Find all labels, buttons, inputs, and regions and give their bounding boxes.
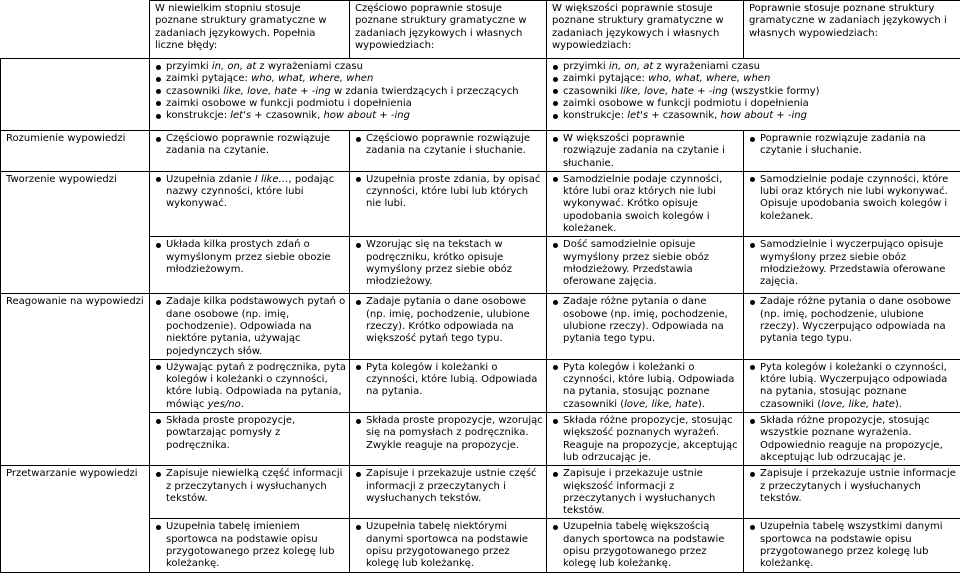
italic-term: how about + -ing <box>720 110 806 121</box>
criteria-row <box>1 359 960 412</box>
text-segment: + czasownik, <box>251 110 323 121</box>
text-segment: (wszystkie formy) <box>728 86 820 97</box>
descriptor-cell-g3 <box>350 171 547 236</box>
descriptor-item <box>760 362 957 411</box>
text-segment: zaimki pytające: <box>563 73 648 84</box>
criteria-row <box>1 519 960 572</box>
text-segment: zaimki osobowe w funkcji podmiotu i dopełnienia <box>166 98 412 109</box>
text-segment: Uzupełnia zdanie <box>166 174 255 185</box>
descriptor-item: Uzupełnia proste zdania, by opisać czynności, które lubi lub których nie lubi. <box>366 174 543 211</box>
descriptor-item: W większości poprawnie rozwiązuje zadania na czytanie i słuchanie. <box>563 133 740 170</box>
descriptor-item: Częściowo poprawnie rozwiązuje zadania na czytanie. <box>166 133 346 158</box>
descriptor-cell-g5 <box>744 359 960 412</box>
descriptor-cell-g4 <box>547 294 744 359</box>
grammar-list-right <box>552 61 957 122</box>
italic-term: I like… <box>255 174 289 185</box>
grammar-left-cell <box>150 59 547 131</box>
descriptor-item: Pyta kolegów i koleżanki o czynności, które lubią. Odpowiada na pytania. <box>366 362 543 399</box>
descriptor-item: Samodzielnie podaje czynności, które lubi oraz których nie lubi wykonywać. Krótko opisuje upodobania swoich kolegów i koleżanek. <box>563 174 740 235</box>
text-segment: przyimki <box>563 61 609 72</box>
italic-term: in, on, at <box>609 61 653 72</box>
descriptor-cell-g3 <box>350 359 547 412</box>
grammar-item <box>166 98 543 110</box>
criteria-rows <box>1 131 960 573</box>
descriptor-cell-g5 <box>744 131 960 172</box>
descriptor-item: Uzupełnia tabelę większością danych sportowca na podstawie opisu przygotowanego przez kolegę lub koleżankę. <box>563 521 740 570</box>
skill-label <box>1 359 150 412</box>
descriptor-cell-g4 <box>547 171 744 236</box>
criteria-row <box>1 131 960 172</box>
grammar-item <box>563 73 957 85</box>
grammar-item <box>166 110 543 122</box>
descriptor-item: Uzupełnia tabelę wszystkimi danymi sportowca na podstawie opisu przygotowanego przez kolegę lub koleżankę. <box>760 521 957 570</box>
descriptor-item: Zapisuje i przekazuje ustnie większość informacji z przeczytanych i wysłuchanych tekstów. <box>563 468 740 517</box>
descriptor-item: Składa różne propozycje, stosując wszystkie poznane wyrażenia. Odpowiednio reaguje na propozycje, akceptując lub odrzucając je. <box>760 415 957 464</box>
text-segment: zaimki pytające: <box>166 73 251 84</box>
grammar-item <box>563 98 957 110</box>
header-grade-5: Poprawnie stosuje poznane struktury gramatyczne w zadaniach językowych i własnych wypowiedziach: <box>744 1 960 59</box>
descriptor-item: Samodzielnie i wyczerpująco opisuje wymyślony przez siebie obóz młodzieżowy. Przedstawia oferowane zajęcia. <box>760 239 957 288</box>
header-grade-3: Częściowo poprawnie stosuje poznane struktury gramatyczne w zadaniach językowych i własnych wypowiedziach: <box>350 1 547 59</box>
text-segment: Pyta kolegów i koleżanki o czynności, które lubią. Wyczerpująco odpowiada na pytania, stosując poznane czasowniki ( <box>760 362 947 410</box>
descriptor-cell-g5 <box>744 294 960 359</box>
descriptor-cell-g2 <box>150 237 350 294</box>
criteria-row <box>1 237 960 294</box>
criteria-row <box>1 294 960 359</box>
descriptor-item: Poprawnie rozwiązuje zadania na czytanie i słuchanie. <box>760 133 957 158</box>
descriptor-cell-g3 <box>350 519 547 572</box>
descriptor-item <box>166 362 346 411</box>
descriptor-cell-g5 <box>744 519 960 572</box>
descriptor-item: Układa kilka prostych zdań o wymyślonym przez siebie obozie młodzieżowym. <box>166 239 346 276</box>
descriptor-cell-g4 <box>547 519 744 572</box>
descriptor-cell-g4 <box>547 466 744 519</box>
descriptor-cell-g2 <box>150 131 350 172</box>
italic-term: let's <box>627 110 648 121</box>
descriptor-item: Uzupełnia tabelę niektórymi danymi sportowca na podstawie opisu przygotowanego przez kolegę lub koleżankę. <box>366 521 543 570</box>
skill-label: Tworzenie wypowiedzi <box>1 171 150 236</box>
grammar-item <box>563 61 957 73</box>
descriptor-item <box>563 362 740 411</box>
text-segment: ). <box>698 399 705 410</box>
text-segment: konstrukcje: <box>166 110 230 121</box>
text-segment: przyimki <box>166 61 212 72</box>
descriptor-cell-g3 <box>350 131 547 172</box>
grammar-item <box>563 86 957 98</box>
skill-label: Rozumienie wypowiedzi <box>1 131 150 172</box>
text-segment: + czasownik, <box>648 110 720 121</box>
descriptor-item: Zapisuje niewielką część informacji z przeczytanych i wysłuchanych tekstów. <box>166 468 346 505</box>
criteria-row <box>1 466 960 519</box>
text-segment: z wyrażeniami czasu <box>256 61 363 72</box>
italic-term: how about + -ing <box>323 110 409 121</box>
descriptor-cell-g5 <box>744 171 960 236</box>
text-segment: Używając pytań z podręcznika, pyta kolegów i koleżanki o czynności, które lubią. Odpowiada na pytania, mówiąc <box>166 362 346 410</box>
italic-term: like, love, hate + -ing <box>620 86 728 97</box>
skill-label <box>1 519 150 572</box>
text-segment: zaimki osobowe w funkcji podmiotu i dopełnienia <box>563 98 809 109</box>
descriptor-cell-g4 <box>547 413 744 466</box>
descriptor-cell-g2 <box>150 519 350 572</box>
italic-term: let's <box>230 110 251 121</box>
text-segment: czasowniki <box>166 86 223 97</box>
descriptor-item: Uzupełnia tabelę imieniem sportowca na podstawie opisu przygotowanego przez kolegę lub koleżankę. <box>166 521 346 570</box>
criteria-row <box>1 413 960 466</box>
text-segment: ). <box>895 399 902 410</box>
header-grade-2: W niewielkim stopniu stosuje poznane struktury gramatyczne w zadaniach językowych. Popełnia liczne błędy: <box>150 1 350 59</box>
text-segment: czasowniki <box>563 86 620 97</box>
descriptor-item <box>166 174 346 211</box>
skill-label: Reagowanie na wypowiedzi <box>1 294 150 359</box>
descriptor-cell-g3 <box>350 466 547 519</box>
descriptor-cell-g3 <box>350 294 547 359</box>
grammar-list-left <box>155 61 543 122</box>
descriptor-item: Zadaje różne pytania o dane osobowe (np. imię, pochodzenie, ulubione rzeczy). Odpowiada na pytania tego typu. <box>563 296 740 345</box>
descriptor-item: Składa różne propozycje, stosując większość poznanych wyrażeń. Reaguje na propozycje, akceptując lub odrzucając je. <box>563 415 740 464</box>
text-segment: konstrukcje: <box>563 110 627 121</box>
grammar-right-cell <box>547 59 960 131</box>
descriptor-cell-g5 <box>744 466 960 519</box>
corner-cell <box>1 1 150 59</box>
skill-label <box>1 413 150 466</box>
descriptor-item: Składa proste propozycje, wzorując się na pomysłach z podręcznika. Zwykle reaguje na propozycje. <box>366 415 543 452</box>
descriptor-item: Zapisuje i przekazuje ustnie część informacji z przeczytanych i wysłuchanych tekstów. <box>366 468 543 505</box>
header-grade-4: W większości poprawnie stosuje poznane struktury gramatyczne w zadaniach językowych i własnych wypowiedziach: <box>547 1 744 59</box>
descriptor-cell-g3 <box>350 237 547 294</box>
italic-term: who, what, where, when <box>648 73 770 84</box>
grammar-item <box>166 86 543 98</box>
text-segment: z wyrażeniami czasu <box>653 61 760 72</box>
descriptor-item: Samodzielnie podaje czynności, które lubi oraz których nie lubi wykonywać. Opisuje upodobania swoich kolegów i koleżanek. <box>760 174 957 223</box>
descriptor-item: Częściowo poprawnie rozwiązuje zadania na czytanie i słuchanie. <box>366 133 543 158</box>
italic-term: yes/no <box>208 399 241 410</box>
descriptor-cell-g5 <box>744 413 960 466</box>
italic-term: who, what, where, when <box>251 73 373 84</box>
descriptor-item: Składa proste propozycje, powtarzając pomysły z podręcznika. <box>166 415 346 452</box>
descriptor-cell-g4 <box>547 237 744 294</box>
grammar-item <box>166 73 543 85</box>
descriptor-item: Wzorując się na tekstach w podręczniku, krótko opisuje wymyślony przez siebie obóz młodzieżowy. <box>366 239 543 288</box>
descriptor-cell-g3 <box>350 413 547 466</box>
descriptor-cell-g2 <box>150 466 350 519</box>
descriptor-cell-g5 <box>744 237 960 294</box>
descriptor-item: Dość samodzielnie opisuje wymyślony przez siebie obóz młodzieżowy. Przedstawia oferowane zajęcia. <box>563 239 740 288</box>
descriptor-cell-g2 <box>150 171 350 236</box>
skill-label <box>1 237 150 294</box>
descriptor-cell-g2 <box>150 413 350 466</box>
skill-label: Przetwarzanie wypowiedzi <box>1 466 150 519</box>
descriptor-cell-g4 <box>547 131 744 172</box>
criteria-row <box>1 171 960 236</box>
descriptor-cell-g4 <box>547 359 744 412</box>
grammar-item <box>563 110 957 122</box>
descriptor-item: Zadaje kilka podstawowych pytań o dane osobowe (np. imię, pochodzenie). Odpowiada na niektóre pytania, używając pojedynczych słów. <box>166 296 346 357</box>
text-segment: Pyta kolegów i koleżanki o czynności, które lubią. Odpowiada na pytania, stosując poznane czasowniki ( <box>563 362 734 410</box>
italic-term: love, like, hate <box>624 399 698 410</box>
text-segment: , podając nazwy czynności, które lubi wykonywać. <box>166 174 334 210</box>
text-segment: w zdania twierdzących i przeczących <box>331 86 519 97</box>
text-segment: . <box>241 399 244 410</box>
grammar-item <box>166 61 543 73</box>
italic-term: in, on, at <box>212 61 256 72</box>
grammar-label-cell <box>1 59 150 131</box>
descriptor-item: Zapisuje i przekazuje ustnie informacje z przeczytanych i wysłuchanych tekstów. <box>760 468 957 505</box>
italic-term: love, like, hate <box>821 399 895 410</box>
descriptor-item: Zadaje różne pytania o dane osobowe (np. imię, pochodzenie, ulubione rzeczy). Wyczerpująco odpowiada na pytania tego typu. <box>760 296 957 345</box>
descriptor-item: Zadaje pytania o dane osobowe (np. imię, pochodzenie, ulubione rzeczy). Krótko odpowiada na większość pytań tego typu. <box>366 296 543 345</box>
italic-term: like, love, hate + -ing <box>223 86 331 97</box>
descriptor-cell-g2 <box>150 294 350 359</box>
descriptor-cell-g2 <box>150 359 350 412</box>
